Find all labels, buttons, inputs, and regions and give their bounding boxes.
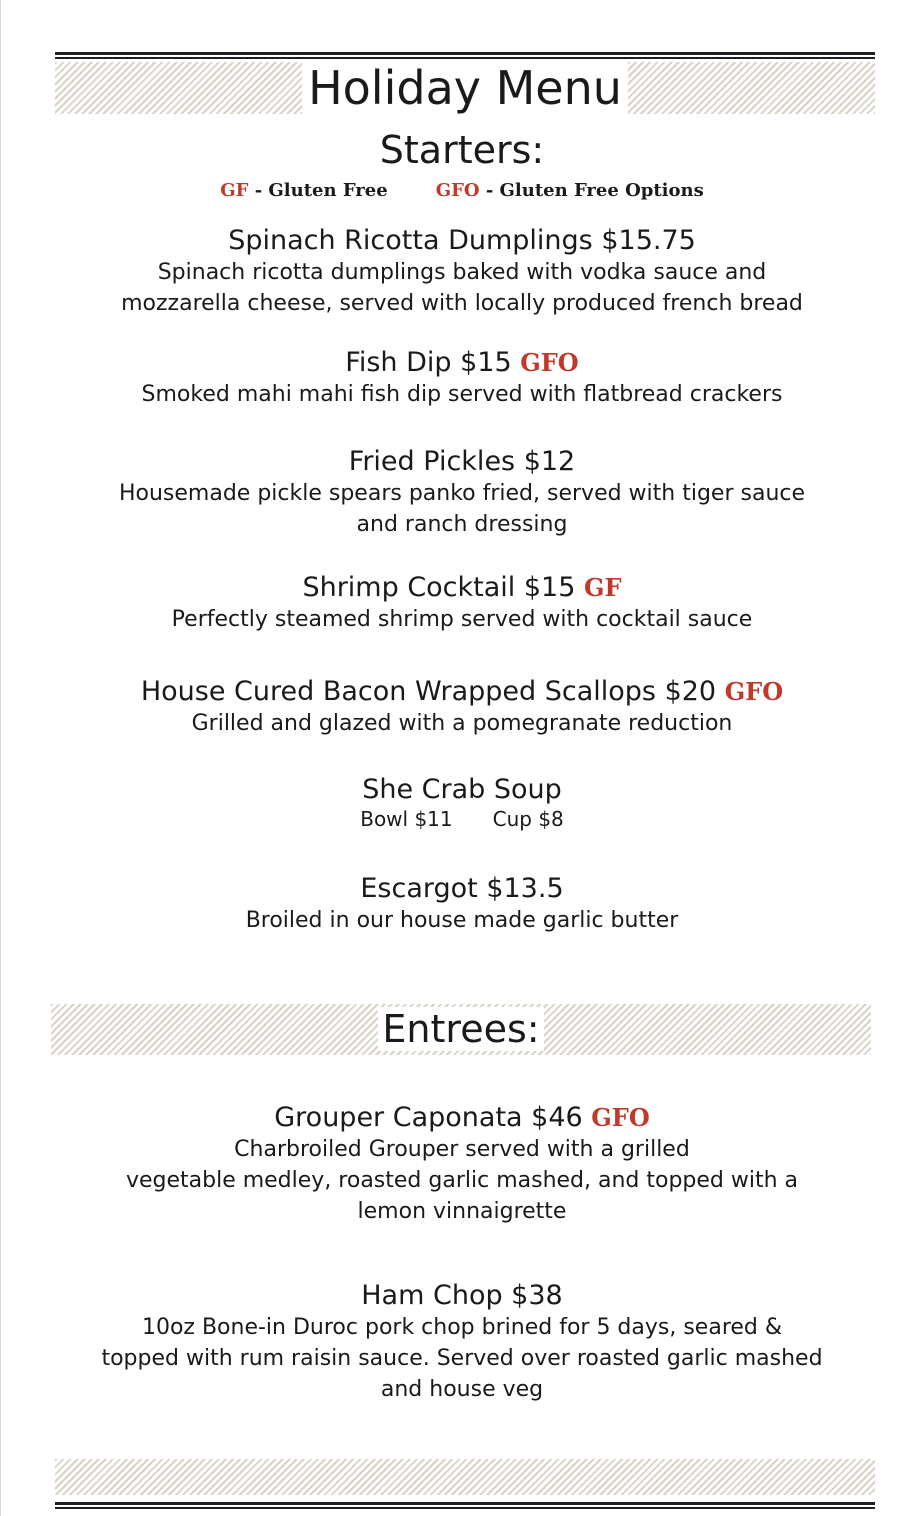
entrees-heading	[51, 1006, 871, 1052]
menu-item-shrimp-cocktail	[0, 571, 924, 635]
item-description	[0, 1134, 924, 1227]
item-description-line: Housemade pickle spears panko fried, served with tiger sauce	[118, 481, 806, 506]
item-description	[0, 1312, 924, 1405]
dietary-legend	[0, 178, 924, 204]
gluten-tag: GFO	[724, 677, 784, 706]
item-description-line: vegetable medley, roasted garlic mashed, and topped with a	[125, 1168, 799, 1193]
menu-item-she-crab-soup	[0, 773, 924, 832]
item-name	[0, 445, 924, 478]
item-name-text: She Crab Soup	[362, 774, 562, 805]
menu-item-bacon-wrapped-scallops	[0, 675, 924, 739]
item-description	[0, 905, 924, 936]
legend-gf-code: GF	[220, 180, 249, 201]
item-name-text: Shrimp Cocktail $15	[302, 572, 584, 603]
item-name	[0, 1279, 924, 1312]
item-name	[0, 571, 924, 604]
item-name-text: Spinach Ricotta Dumplings $15.75	[228, 225, 696, 256]
item-description-line: Spinach ricotta dumplings baked with vodka sauce and	[157, 260, 767, 285]
item-description-line: topped with rum raisin sauce. Served over roasted garlic mashed	[101, 1346, 823, 1371]
item-description	[0, 604, 924, 635]
cup-price: Cup $8	[492, 807, 564, 831]
menu-item-spinach-ricotta-dumplings	[0, 224, 924, 319]
item-name	[0, 346, 924, 379]
item-name-text: Escargot $13.5	[360, 873, 564, 904]
legend-gf-text: - Gluten Free	[248, 180, 388, 201]
starters-heading: Starters:	[379, 128, 545, 172]
gluten-tag: GFO	[591, 1103, 650, 1132]
item-description	[0, 257, 924, 319]
item-name	[0, 675, 924, 708]
item-description-line: and ranch dressing	[356, 512, 568, 537]
menu-item-fish-dip	[0, 346, 924, 410]
entrees-heading-text: Entrees:	[378, 1007, 543, 1051]
menu-title-text: Holiday Menu	[302, 61, 628, 115]
item-name-text: Ham Chop $38	[361, 1280, 563, 1311]
item-name	[0, 1101, 924, 1134]
item-description-line: mozzarella cheese, served with locally produced french bread	[121, 291, 803, 316]
item-description-line: Perfectly steamed shrimp served with cocktail sauce	[171, 607, 753, 632]
item-name-text: Fried Pickles $12	[348, 446, 576, 477]
item-description-line: Charbroiled Grouper served with a grilled	[234, 1137, 690, 1162]
top-double-rule	[55, 52, 875, 59]
item-name-text: Grouper Caponata $46	[274, 1102, 592, 1133]
menu-item-fried-pickles	[0, 445, 924, 540]
item-name-text: House Cured Bacon Wrapped Scallops $20	[140, 676, 725, 707]
gluten-tag: GFO	[520, 348, 579, 377]
legend-gfo-text: - Gluten Free Options	[479, 180, 704, 201]
menu-item-grouper-caponata	[0, 1101, 924, 1227]
item-description	[0, 708, 924, 739]
menu-item-ham-chop	[0, 1279, 924, 1405]
item-description-line: Smoked mahi mahi fish dip served with flatbread crackers	[141, 382, 783, 407]
item-name	[0, 872, 924, 905]
item-name	[0, 773, 924, 806]
legend-gfo-code: GFO	[435, 180, 480, 201]
item-description-line: 10oz Bone-in Duroc pork chop brined for 5 days, seared &	[141, 1315, 783, 1340]
item-description	[0, 379, 924, 410]
item-name-text: Fish Dip $15	[345, 347, 521, 378]
menu-title	[55, 60, 875, 116]
item-description-line: Broiled in our house made garlic butter	[245, 908, 679, 933]
bottom-stripe-band	[55, 1459, 875, 1495]
item-description-line: lemon vinnaigrette	[357, 1199, 567, 1224]
bottom-double-rule	[55, 1502, 875, 1509]
menu-item-escargot	[0, 872, 924, 936]
item-description	[0, 478, 924, 540]
item-description-line: Grilled and glazed with a pomegranate reduction	[191, 711, 733, 736]
item-prices	[0, 806, 924, 832]
item-description-line: and house veg	[380, 1377, 544, 1402]
item-name	[0, 224, 924, 257]
gluten-tag: GF	[584, 573, 622, 602]
bowl-price: Bowl $11	[360, 807, 453, 831]
